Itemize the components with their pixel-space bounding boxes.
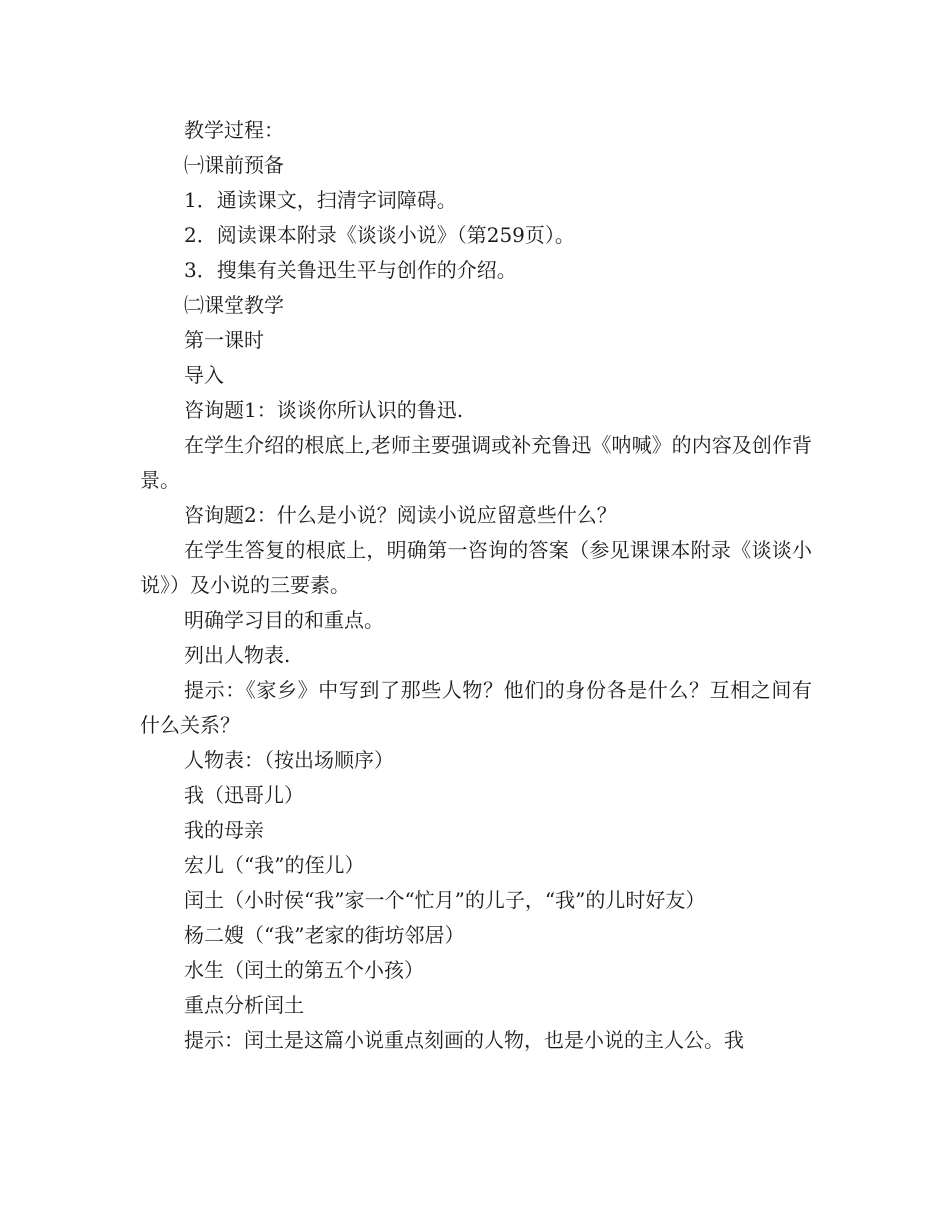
paragraph: 1．通读课文，扫清字词障碍。 bbox=[184, 188, 457, 212]
paragraph: 3．搜集有关鲁迅生平与创作的介绍。 bbox=[184, 258, 517, 282]
paragraph: 杨二嫂（“我”老家的街坊邻居） bbox=[184, 923, 465, 947]
paragraph: 导入 bbox=[184, 363, 224, 387]
paragraph: 在学生介绍的根底上,老师主要强调或补充鲁迅《呐喊》的内容及创作背景。 bbox=[140, 433, 812, 492]
paragraph: 明确学习目的和重点。 bbox=[184, 608, 384, 632]
paragraph: 咨询题1：谈谈你所认识的鲁迅. bbox=[184, 398, 464, 422]
paragraph: 列出人物表. bbox=[184, 643, 291, 667]
document-body bbox=[140, 113, 812, 1058]
paragraph: 人物表：（按出场顺序） bbox=[184, 748, 394, 772]
paragraph: 我的母亲 bbox=[184, 818, 264, 842]
paragraph: 闰土（小时侯“我”家一个“忙月”的儿子，“我”的儿时好友） bbox=[184, 888, 706, 912]
paragraph: ㈠课前预备 bbox=[184, 153, 284, 177]
paragraph: 提示：《家乡》中写到了那些人物？他们的身份各是什么？互相之间有什么关系？ bbox=[140, 678, 812, 737]
paragraph: 咨询题2：什么是小说？阅读小说应留意些什么？ bbox=[184, 503, 617, 527]
paragraph: 教学过程： bbox=[184, 118, 284, 142]
paragraph: ㈡课堂教学 bbox=[184, 293, 284, 317]
paragraph: 第一课时 bbox=[184, 328, 264, 352]
paragraph: 2．阅读课本附录《谈谈小说》（第259页）。 bbox=[184, 223, 575, 247]
paragraph: 宏儿（“我”的侄儿） bbox=[184, 853, 365, 877]
paragraph: 我（迅哥儿） bbox=[184, 783, 304, 807]
paragraph: 水生（闰土的第五个小孩） bbox=[184, 958, 424, 982]
paragraph: 提示：闰土是这篇小说重点刻画的人物，也是小说的主人公。我 bbox=[184, 1028, 744, 1052]
paragraph: 在学生答复的根底上，明确第一咨询的答案（参见课课本附录《谈谈小说》）及小说的三要素。 bbox=[140, 538, 812, 597]
paragraph: 重点分析闰土 bbox=[184, 993, 304, 1017]
